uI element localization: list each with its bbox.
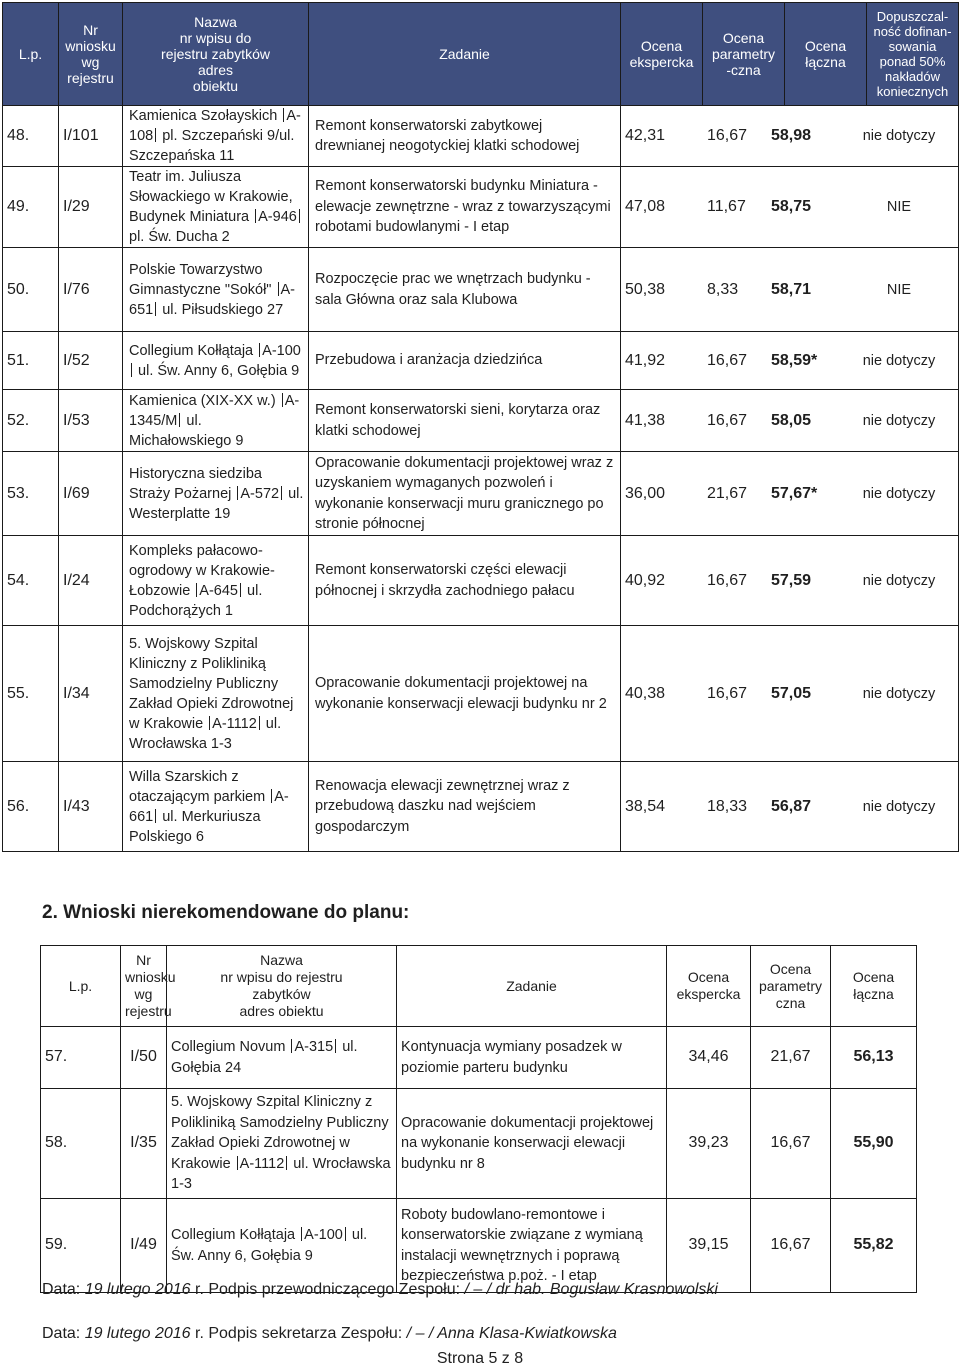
table-row xyxy=(3,332,959,390)
row-lp: 58. xyxy=(41,1089,121,1199)
table-row xyxy=(41,1027,917,1089)
header-line: adres obiektu xyxy=(239,1003,324,1019)
object-name: Willa Szarskich z otaczającym parkiem xyxy=(129,768,270,805)
table-row xyxy=(3,106,959,167)
row-lp: 54. xyxy=(3,536,59,626)
row-scores xyxy=(621,332,959,390)
param-score: 16,67 xyxy=(707,571,748,589)
header-line: czna xyxy=(775,994,806,1011)
separator xyxy=(278,282,279,296)
header-line: obiektu xyxy=(192,78,239,94)
register-number: A-645 xyxy=(199,582,238,599)
header-line: Ocena xyxy=(852,969,895,985)
row-scores xyxy=(621,390,959,452)
total-score: 58,71 xyxy=(771,280,812,298)
cofinancing-status: NIE xyxy=(886,199,912,215)
object-name: Kamienica Szołayskich xyxy=(129,108,282,124)
separator xyxy=(345,1227,346,1241)
object-address: ul. Westerplatte 19 xyxy=(129,485,304,522)
object-address: ul. Merkuriusza Polskiego 6 xyxy=(129,808,261,845)
header-lp: L.p. xyxy=(3,3,59,106)
header-line: nr wpisu do rejestru xyxy=(220,969,343,985)
row-lp: 57. xyxy=(41,1027,121,1089)
separator xyxy=(131,363,132,377)
object-name: Kamienica (XIX-XX w.) xyxy=(129,392,280,409)
header-line: łączna xyxy=(853,986,894,1002)
footer-signature: / – / dr hab. Bogusław Krasnowolski xyxy=(464,1281,718,1298)
separator xyxy=(155,128,156,142)
separator xyxy=(282,393,283,407)
row-lp: 49. xyxy=(3,167,59,248)
header-expert xyxy=(621,3,703,106)
register-number: A-651 xyxy=(129,281,295,318)
not-recommended-table xyxy=(40,945,917,1293)
register-number: A-108 xyxy=(129,108,301,144)
param-score: 16,67 xyxy=(751,1089,831,1199)
separator xyxy=(259,716,260,730)
header-line: koniecznych xyxy=(876,84,949,99)
object-address: ul. Podchorążych 1 xyxy=(129,582,263,619)
param-score: 8,33 xyxy=(707,280,739,298)
header-line: ekspercka xyxy=(676,986,741,1002)
object-name: Collegium Kołłątaja xyxy=(171,1227,300,1243)
row-lp: 48. xyxy=(3,106,59,167)
row-task: Roboty budowlano-remontowe i konserwatorskie związane z wymianą instalacji wewnętrznych i poprawą bezpieczeństwa p.poż. - I etap xyxy=(397,1199,667,1293)
row-name xyxy=(123,762,309,852)
row-lp: 51. xyxy=(3,332,59,390)
table-row xyxy=(3,536,959,626)
param-score: 16,67 xyxy=(707,411,748,429)
row-task: Renowacja elewacji zewnętrznej wraz z przebudową daszku nad wejściem gospodarczym xyxy=(309,762,621,852)
cofinancing-status: nie dotyczy xyxy=(862,352,936,369)
cofinancing-status: nie dotyczy xyxy=(862,485,936,502)
row-task: Remont konserwatorski budynku Miniatura - elewacje zewnętrzne - wraz z towarzyszącymi robotami budowlanymi - I etap xyxy=(309,167,621,248)
separator xyxy=(335,1039,336,1053)
row-task: Przebudowa i aranżacja dziedzińca xyxy=(309,332,621,390)
table-row xyxy=(3,452,959,536)
total-score: 58,75 xyxy=(771,198,812,215)
register-number: A-1345/M xyxy=(129,392,300,429)
row-name xyxy=(167,1089,397,1199)
expert-score: 39,23 xyxy=(667,1089,751,1199)
header-line: adres xyxy=(197,62,234,78)
header-cofin xyxy=(867,3,959,106)
separator xyxy=(281,486,282,500)
separator xyxy=(255,209,256,223)
separator xyxy=(155,809,156,823)
total-score: 58,98 xyxy=(771,127,812,144)
register-number: A-1112 xyxy=(239,1155,285,1172)
header-line: nr wpisu do xyxy=(179,30,252,46)
object-name: Polskie Towarzystwo Gimnastyczne "Sokół" xyxy=(129,261,276,298)
header-name xyxy=(167,946,397,1027)
object-address: ul. Michałowskiego 9 xyxy=(129,412,244,449)
separator xyxy=(301,1227,302,1241)
table-row xyxy=(3,626,959,762)
table-row xyxy=(3,248,959,332)
table-row xyxy=(41,1199,917,1293)
row-scores xyxy=(621,762,959,852)
table2-header-row xyxy=(41,946,917,1027)
param-score: 18,33 xyxy=(707,797,748,815)
row-lp: 50. xyxy=(3,248,59,332)
header-line: wniosku xyxy=(65,38,116,54)
row-scores xyxy=(621,248,959,332)
separator xyxy=(259,343,260,357)
row-lp: 56. xyxy=(3,762,59,852)
header-line: -czna xyxy=(726,62,761,78)
header-param xyxy=(751,946,831,1027)
expert-score: 40,92 xyxy=(625,571,666,589)
row-task: Opracowanie dokumentacji projektowej na wykonanie konserwacji elewacji budynku nr 2 xyxy=(309,626,621,762)
object-name: Historyczna siedziba Straży Pożarnej xyxy=(129,465,262,502)
header-line: Nazwa xyxy=(194,14,237,30)
footer-signature: / – / Anna Klasa-Kwiatkowska xyxy=(406,1325,617,1342)
secretary-signature-line xyxy=(42,1325,617,1343)
cofinancing-status: nie dotyczy xyxy=(862,412,936,429)
expert-score: 47,08 xyxy=(625,198,666,215)
object-address: ul. Wrocławska 1-3 xyxy=(129,715,282,752)
register-number: A-572 xyxy=(240,485,280,502)
header-task: Zadanie xyxy=(397,946,667,1027)
page-number: Strona 5 z 8 xyxy=(436,1350,524,1367)
register-number: A-100 xyxy=(262,342,301,359)
expert-score: 39,15 xyxy=(667,1199,751,1293)
separator xyxy=(271,789,272,803)
cofinancing-status: nie dotyczy xyxy=(862,685,936,702)
cofinancing-status: nie dotyczy xyxy=(862,128,936,144)
row-nr: I/24 xyxy=(59,536,123,626)
separator xyxy=(286,1156,287,1170)
footer-date: 19 lutego 2016 xyxy=(84,1325,191,1342)
object-name: 5. Wojskowy Szpital Kliniczny z Polikliniką Samodzielny Publiczny Zakład Opieki Zdrowotnej w Krakowie xyxy=(129,635,294,732)
header-line: Ocena xyxy=(804,38,847,54)
header-line: ponad 50% xyxy=(879,54,946,69)
header-line: wniosku xyxy=(125,969,176,985)
total-score: 56,87 xyxy=(771,797,812,815)
row-nr: I/35 xyxy=(121,1089,167,1199)
row-task: Opracowanie dokumentacji projektowej na wykonanie konserwacji elewacji budynku nr 8 xyxy=(397,1089,667,1199)
separator xyxy=(299,209,300,223)
row-task: Kontynuacja wymiany posadzek w poziomie parteru budynku xyxy=(397,1027,667,1089)
row-lp: 59. xyxy=(41,1199,121,1293)
row-nr: I/50 xyxy=(121,1027,167,1089)
footer-label: r. Podpis przewodniczącego Zespołu: xyxy=(190,1281,465,1298)
header-line: Ocena xyxy=(640,38,683,54)
object-address: ul. Św. Anny 6, Gołębia 9 xyxy=(134,362,300,379)
header-line: Ocena xyxy=(722,30,765,46)
register-number: A-946 xyxy=(258,209,297,225)
table-row xyxy=(3,167,959,248)
header-nr xyxy=(121,946,176,1027)
chair-signature-line xyxy=(42,1281,718,1299)
param-score: 16,67 xyxy=(751,1199,831,1293)
table-row xyxy=(3,390,959,452)
header-lp: L.p. xyxy=(41,946,121,1027)
expert-score: 38,54 xyxy=(625,797,666,815)
expert-score: 41,92 xyxy=(625,351,666,369)
footer-date-label: Data: xyxy=(42,1281,85,1298)
total-score: 57,05 xyxy=(771,684,812,702)
expert-score: 50,38 xyxy=(625,280,666,298)
object-address: ul. Piłsudskiego 27 xyxy=(158,301,284,318)
header-expert xyxy=(667,946,751,1027)
object-name: 5. Wojskowy Szpital Kliniczny z Polikliniką Samodzielny Publiczny Zakład Opieki Zdrowotnej w Krakowie xyxy=(171,1094,389,1172)
header-line: ność dofinan- xyxy=(873,24,952,39)
row-name xyxy=(123,390,309,452)
row-nr: I/43 xyxy=(59,762,123,852)
header-total xyxy=(831,946,917,1027)
object-address: pl. Szczepański 9/ul. Szczepańska 11 xyxy=(129,128,295,164)
header-line: wg xyxy=(81,54,100,70)
header-line: sowania xyxy=(888,39,937,54)
header-line: Ocena xyxy=(687,969,730,985)
param-score: 11,67 xyxy=(707,198,746,215)
row-name xyxy=(123,332,309,390)
row-nr: I/69 xyxy=(59,452,123,536)
header-param xyxy=(703,3,785,106)
header-line: Nr xyxy=(136,952,151,968)
total-score: 57,67* xyxy=(771,484,818,502)
object-name: Collegium Kołłątaja xyxy=(129,342,258,359)
total-score: 55,82 xyxy=(831,1199,917,1293)
cofinancing-status: NIE xyxy=(886,281,912,298)
separator xyxy=(240,583,241,597)
recommended-table xyxy=(2,2,959,852)
row-name xyxy=(123,106,309,167)
object-name: Teatr im. Juliusza Słowackiego w Krakowie, Budynek Miniatura xyxy=(129,169,293,225)
header-line: Nazwa xyxy=(260,952,303,968)
row-name xyxy=(123,626,309,762)
object-name: Kompleks pałacowo-ogrodowy w Krakowie-Łobzowie xyxy=(129,542,275,599)
row-lp: 55. xyxy=(3,626,59,762)
row-nr: I/49 xyxy=(121,1199,167,1293)
param-score: 16,67 xyxy=(707,127,748,144)
footer-date-label: Data: xyxy=(42,1325,85,1342)
table-row xyxy=(41,1089,917,1199)
header-line: parametry xyxy=(758,977,823,994)
param-score: 16,67 xyxy=(707,351,748,369)
row-name xyxy=(167,1199,397,1293)
header-line: rejestru zabytków xyxy=(161,46,270,62)
total-score: 55,90 xyxy=(831,1089,917,1199)
param-score: 21,67 xyxy=(707,484,748,502)
footer-label: r. Podpis sekretarza Zespołu: xyxy=(190,1325,407,1342)
row-scores xyxy=(621,452,959,536)
row-nr: I/52 xyxy=(59,332,123,390)
object-name: Collegium Novum xyxy=(171,1039,290,1055)
row-name xyxy=(123,536,309,626)
row-name xyxy=(167,1027,397,1089)
table1-body xyxy=(3,106,959,852)
header-line: wg xyxy=(134,986,153,1002)
row-nr: I/29 xyxy=(59,167,123,248)
separator xyxy=(155,302,156,316)
row-name xyxy=(123,248,309,332)
row-lp: 53. xyxy=(3,452,59,536)
row-scores xyxy=(621,626,959,762)
header-line: ekspercka xyxy=(629,54,694,70)
footer-date: 19 lutego 2016 xyxy=(84,1281,191,1298)
header-line: parametry xyxy=(711,46,776,62)
expert-score: 41,38 xyxy=(625,411,666,429)
register-number: A-100 xyxy=(304,1227,343,1243)
row-lp: 52. xyxy=(3,390,59,452)
row-task: Remont konserwatorski sieni, korytarza oraz klatki schodowej xyxy=(309,390,621,452)
header-total xyxy=(785,3,867,106)
header-line: rejestru xyxy=(67,70,114,86)
separator xyxy=(291,1039,292,1053)
param-score: 21,67 xyxy=(751,1027,831,1089)
total-score: 58,59* xyxy=(771,351,818,369)
object-address: ul. Gołębia 24 xyxy=(171,1039,358,1076)
separator xyxy=(179,413,180,427)
object-address: ul. Wrocławska 1-3 xyxy=(171,1155,391,1193)
cofinancing-status: nie dotyczy xyxy=(862,798,936,815)
object-address: ul. Św. Anny 6, Gołębia 9 xyxy=(171,1227,368,1264)
total-score: 56,13 xyxy=(831,1027,917,1089)
separator xyxy=(209,716,210,730)
table2-body xyxy=(41,1027,917,1293)
row-scores xyxy=(621,167,959,248)
header-line: rejestru xyxy=(125,1003,172,1019)
param-score: 16,67 xyxy=(707,684,748,702)
separator xyxy=(283,108,284,122)
separator xyxy=(196,583,197,597)
expert-score: 42,31 xyxy=(625,127,666,144)
header-line: zabytków xyxy=(252,986,311,1002)
header-line: nakładów xyxy=(885,69,940,84)
row-task: Remont konserwatorski zabytkowej drewnianej neogotyckiej klatki schodowej xyxy=(309,106,621,167)
row-nr: I/34 xyxy=(59,626,123,762)
row-scores xyxy=(621,536,959,626)
total-score: 58,05 xyxy=(771,411,812,429)
row-name xyxy=(123,167,309,248)
row-task: Remont konserwatorski części elewacji północnej i skrzydła zachodniego pałacu xyxy=(309,536,621,626)
table-row xyxy=(3,762,959,852)
header-nr xyxy=(59,3,123,106)
header-line: Dopuszczal- xyxy=(876,9,949,24)
expert-score: 36,00 xyxy=(625,484,666,502)
register-number: A-661 xyxy=(129,788,289,825)
header-line: łączna xyxy=(805,54,846,70)
total-score: 57,59 xyxy=(771,571,812,589)
separator xyxy=(237,1156,238,1170)
header-line: Ocena xyxy=(769,960,812,977)
table1-header-row xyxy=(3,3,959,106)
row-nr: I/53 xyxy=(59,390,123,452)
row-nr: I/76 xyxy=(59,248,123,332)
object-address: pl. Św. Ducha 2 xyxy=(129,229,230,245)
header-line: Nr xyxy=(83,22,98,38)
row-task: Opracowanie dokumentacji projektowej wraz z uzyskaniem wymaganych pozwoleń i wykonanie konserwacji muru granicznego po stronie północnej xyxy=(309,452,621,536)
separator xyxy=(237,486,238,500)
row-scores xyxy=(621,106,959,167)
header-name xyxy=(123,3,309,106)
section-title: 2. Wnioski nierekomendowane do planu: xyxy=(42,902,410,923)
register-number: A-315 xyxy=(294,1039,334,1055)
row-name xyxy=(123,452,309,536)
expert-score: 34,46 xyxy=(667,1027,751,1089)
header-task: Zadanie xyxy=(309,3,621,106)
register-number: A-1112 xyxy=(212,715,257,732)
expert-score: 40,38 xyxy=(625,684,666,702)
row-task: Rozpoczęcie prac we wnętrzach budynku - sala Główna oraz sala Klubowa xyxy=(309,248,621,332)
cofinancing-status: nie dotyczy xyxy=(862,572,936,589)
row-nr: I/101 xyxy=(59,106,123,167)
